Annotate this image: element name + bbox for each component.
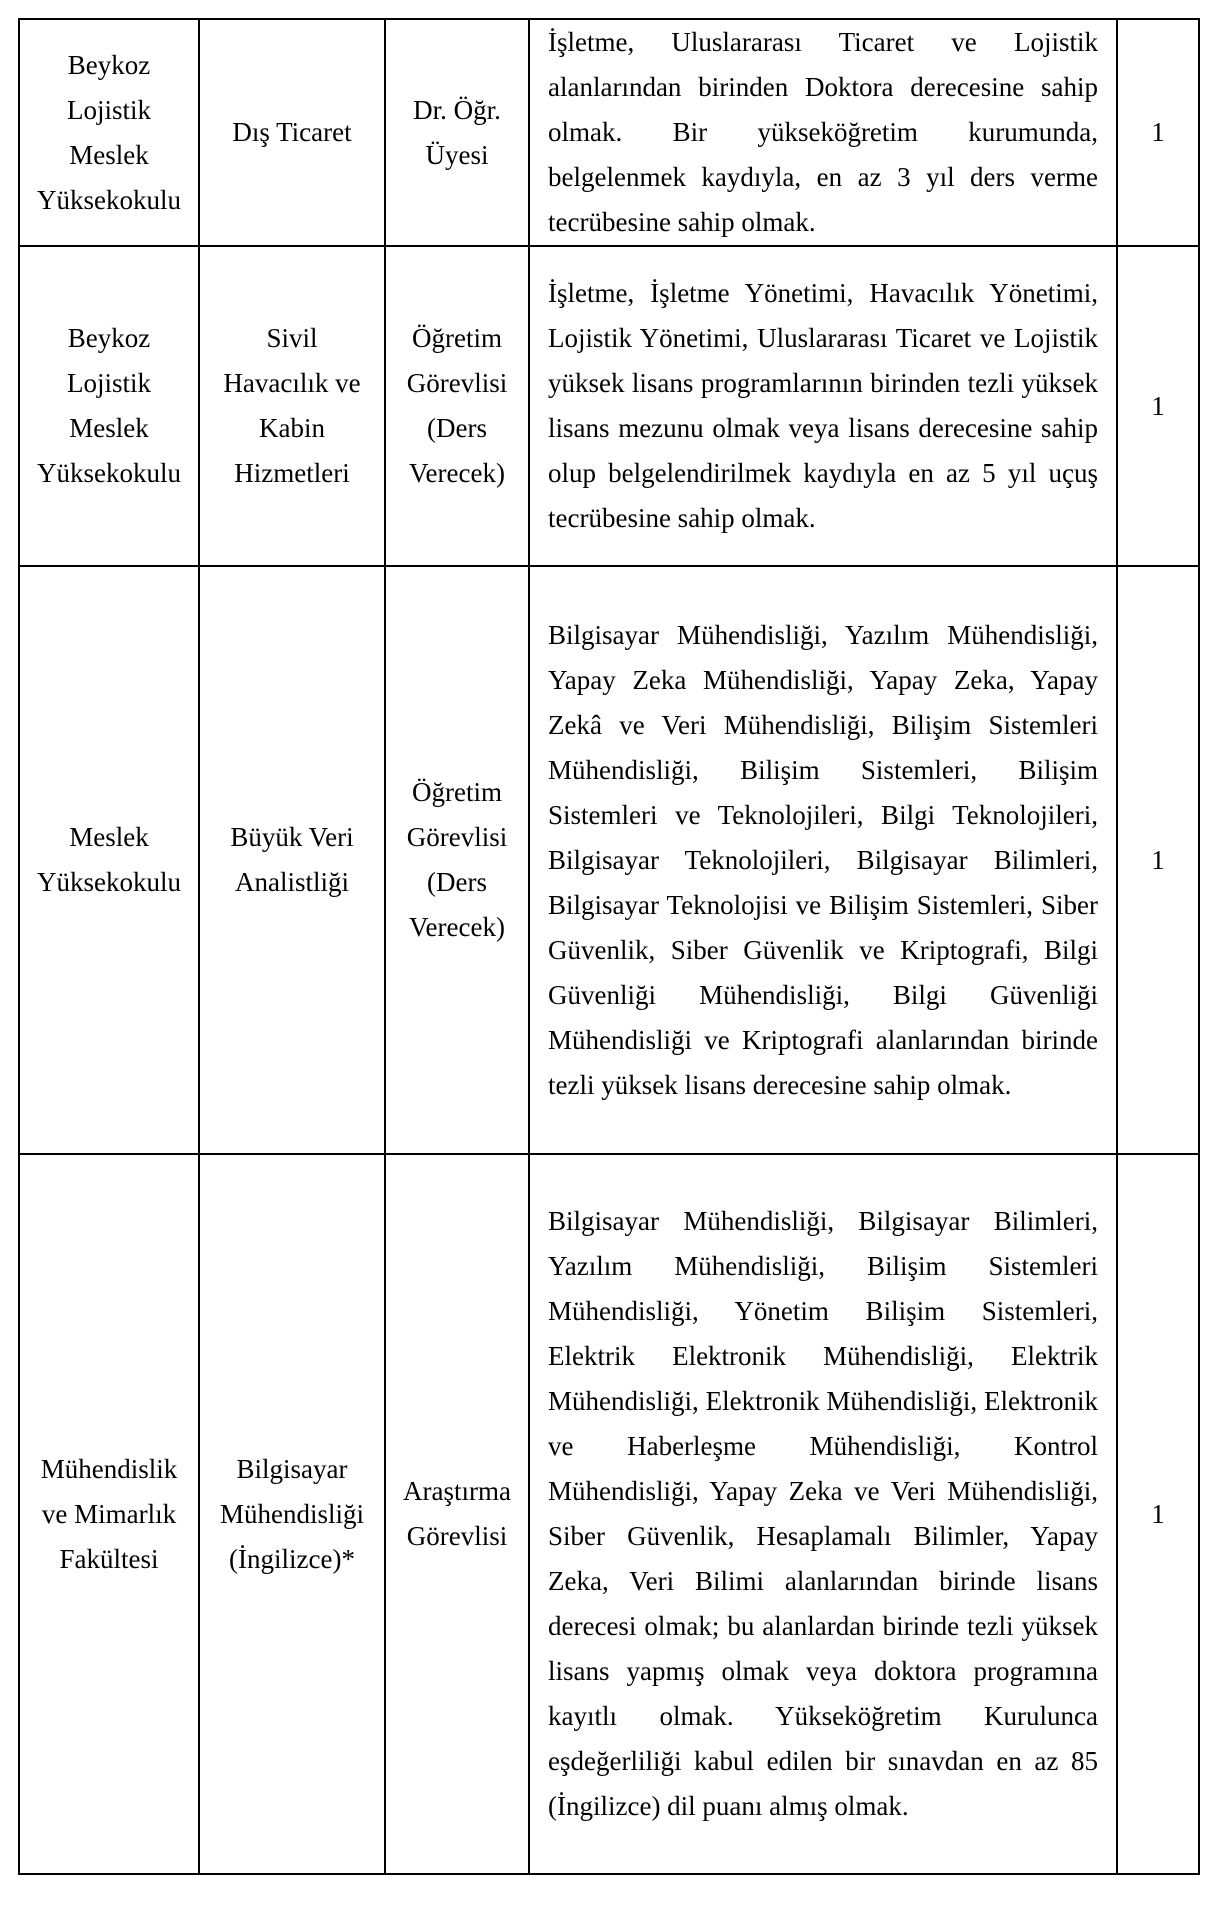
department-name: Dış Ticaret — [232, 117, 352, 147]
position-title: Öğretim Görevlisi (Ders Verecek) — [406, 323, 508, 488]
requirements-text: Bilgisayar Mühendisliği, Yazılım Mühendisliği, Yapay Zeka Mühendisliği, Yapay Zeka, Yapay Zekâ ve Veri Mühendisliği, Bilişim Sistemleri Mühendisliği, Bilişim Sistemleri, Bilişim Sistemleri ve Teknolojileri, Bilgi Teknolojileri, Bilgisayar Teknolojileri, Bilgisayar Bilimleri, Bilgisayar Teknolojisi ve Bilişim Sistemleri, Siber Güvenlik, Siber Güvenlik ve Kriptografi, Bilgi Güvenliği Mühendisliği, Bilgi Güvenliği Mühendisliği ve Kriptografi alanlarından birinde tezli yüksek lisans derecesine sahip olmak. — [548, 619, 1098, 1100]
title-cell — [385, 566, 529, 1154]
title-cell — [385, 19, 529, 246]
requirements-text: İşletme, Uluslararası Ticaret ve Lojistik alanlarından birinden Doktora derecesine sahip olmak. Bir yükseköğretim kurumunda, belgelenmek kaydıyla, en az 3 yıl ders verme tecrübesine sahip olmak. — [548, 27, 1098, 237]
department-name: Büyük Veri Analistliği — [230, 822, 354, 897]
position-title: Araştırma Görevlisi — [403, 1476, 511, 1551]
position-count: 1 — [1151, 844, 1165, 875]
table-row — [19, 566, 1199, 1154]
requirements-cell — [529, 566, 1117, 1154]
unit-name: Beykoz Lojistik Meslek Yüksekokulu — [37, 323, 181, 488]
position-title: Öğretim Görevlisi (Ders Verecek) — [406, 777, 508, 942]
requirements-text: Bilgisayar Mühendisliği, Bilgisayar Bilimleri, Yazılım Mühendisliği, Bilişim Sistemleri Mühendisliği, Yönetim Bilişim Sistemleri, Elektrik Elektronik Mühendisliği, Elektrik Mühendisliği, Elektronik Mühendisliği, Elektronik ve Haberleşme Mühendisliği, Kontrol Mühendisliği, Yapay Zeka ve Veri Mühendisliği, Siber Güvenlik, Hesaplamalı Bilimler, Yapay Zeka, Veri Bilimi alanlarından birinde lisans derecesi olmak; bu alanlardan birinde tezli yüksek lisans yapmış olmak veya doktora programına kayıtlı olmak. Yükseköğretim Kurulunca eşdeğerliliği kabul edilen bir sınavdan en az 85 (İngilizce) dil puanı almış olmak. — [548, 1206, 1098, 1821]
department-name: Bilgisayar Mühendisliği (İngilizce)* — [219, 1453, 364, 1574]
department-cell — [199, 19, 385, 246]
unit-name: Mühendislik ve Mimarlık Fakültesi — [40, 1453, 178, 1574]
count-cell — [1117, 19, 1199, 246]
position-count: 1 — [1151, 390, 1165, 421]
unit-cell — [19, 566, 199, 1154]
requirements-cell — [529, 246, 1117, 566]
table-row — [19, 246, 1199, 566]
unit-name: Beykoz Lojistik Meslek Yüksekokulu — [37, 49, 181, 215]
table-row — [19, 1154, 1199, 1874]
department-cell — [199, 566, 385, 1154]
department-name: Sivil Havacılık ve Kabin Hizmetleri — [223, 323, 361, 488]
department-cell — [199, 1154, 385, 1874]
requirements-text: İşletme, İşletme Yönetimi, Havacılık Yönetimi, Lojistik Yönetimi, Uluslararası Ticaret ve Lojistik yüksek lisans programlarının birinden tezli yüksek lisans mezunu olmak veya lisans derecesine sahip olup belgelendirilmek kaydıyla en az 5 yıl uçuş tecrübesine sahip olmak. — [548, 278, 1098, 533]
requirements-cell — [529, 19, 1117, 246]
count-cell — [1117, 1154, 1199, 1874]
unit-cell — [19, 1154, 199, 1874]
position-count: 1 — [1151, 117, 1165, 147]
title-cell — [385, 246, 529, 566]
count-cell — [1117, 246, 1199, 566]
title-cell — [385, 1154, 529, 1874]
table-row — [19, 19, 1199, 246]
department-cell — [199, 246, 385, 566]
position-count: 1 — [1151, 1498, 1165, 1529]
position-table — [18, 18, 1200, 1875]
count-cell — [1117, 566, 1199, 1154]
unit-cell — [19, 19, 199, 246]
unit-name: Meslek Yüksekokulu — [37, 822, 181, 897]
requirements-cell — [529, 1154, 1117, 1874]
unit-cell — [19, 246, 199, 566]
position-title: Dr. Öğr. Üyesi — [413, 94, 501, 170]
